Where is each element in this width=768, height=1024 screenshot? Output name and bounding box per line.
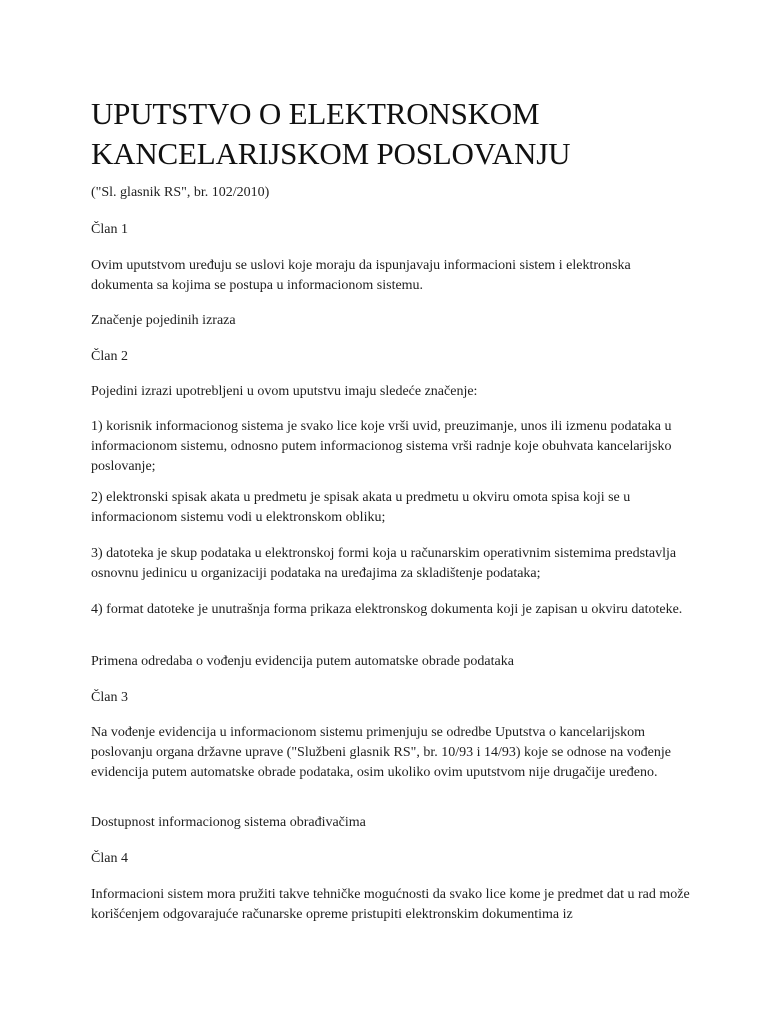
document-page: [91, 94, 691, 922]
document-title: UPUTSTVO O ELEKTRONSKOM KANCELARIJSKOM POSLOVANJU: [91, 96, 571, 171]
article-paragraph: Informacioni sistem mora pružiti takve tehničke mogućnosti da svako lice kome je predmet dat u rad može korišćenjem odgovarajuće računarske opreme pristupiti elektronskim dokumentima iz: [91, 887, 690, 922]
article-heading: Član 3: [91, 690, 128, 705]
gazette-reference: ("Sl. glasnik RS", br. 102/2010): [91, 185, 270, 200]
article-paragraph: Pojedini izrazi upotrebljeni u ovom uputstvu imaju sledeće značenje:: [91, 384, 478, 399]
section-heading: Primena odredaba o vođenju evidencija putem automatske obrade podataka: [91, 654, 514, 669]
definition-item: 4) format datoteke je unutrašnja forma prikaza elektronskog dokumenta koji je zapisan u okviru datoteke.: [91, 602, 683, 617]
definition-item: 3) datoteka je skup podataka u elektronskoj formi koja u računarskim operativnim sistemima predstavlja osnovnu jedinicu u organizaciji podataka na uređajima za skladištenje podataka;: [91, 546, 677, 581]
article-paragraph: Na vođenje evidencija u informacionom sistemu primenjuju se odredbe Uputstva o kancelarijskom poslovanju organa državne uprave ("Službeni glasnik RS", br. 10/93 i 14/93) koje se odnose na vođenje evidencija putem automatske obrade podataka, osim ukoliko ovim uputstvom nije drugačije uređeno.: [91, 725, 672, 780]
definition-item: 1) korisnik informacionog sistema je svako lice koje vrši uvid, preuzimanje, unos ili izmenu podataka u informacionom sistemu, odnosno putem informacionog sistema vrši radnje koje obuhvata kancelarijsko poslovanje;: [91, 419, 672, 474]
article-heading: Član 4: [91, 851, 128, 866]
article-paragraph: Ovim uputstvom uređuju se uslovi koje moraju da ispunjavaju informacioni sistem i elektronska dokumenta sa kojima se postupa u informacionom sistemu.: [91, 258, 631, 293]
section-heading: Značenje pojedinih izraza: [91, 313, 236, 328]
article-heading: Član 1: [91, 222, 128, 237]
article-heading: Član 2: [91, 349, 128, 364]
definition-item: 2) elektronski spisak akata u predmetu je spisak akata u predmetu u okviru omota spisa koji se u informacionom sistemu vodi u elektronskom obliku;: [91, 490, 631, 525]
section-heading: Dostupnost informacionog sistema obrađivačima: [91, 815, 366, 830]
